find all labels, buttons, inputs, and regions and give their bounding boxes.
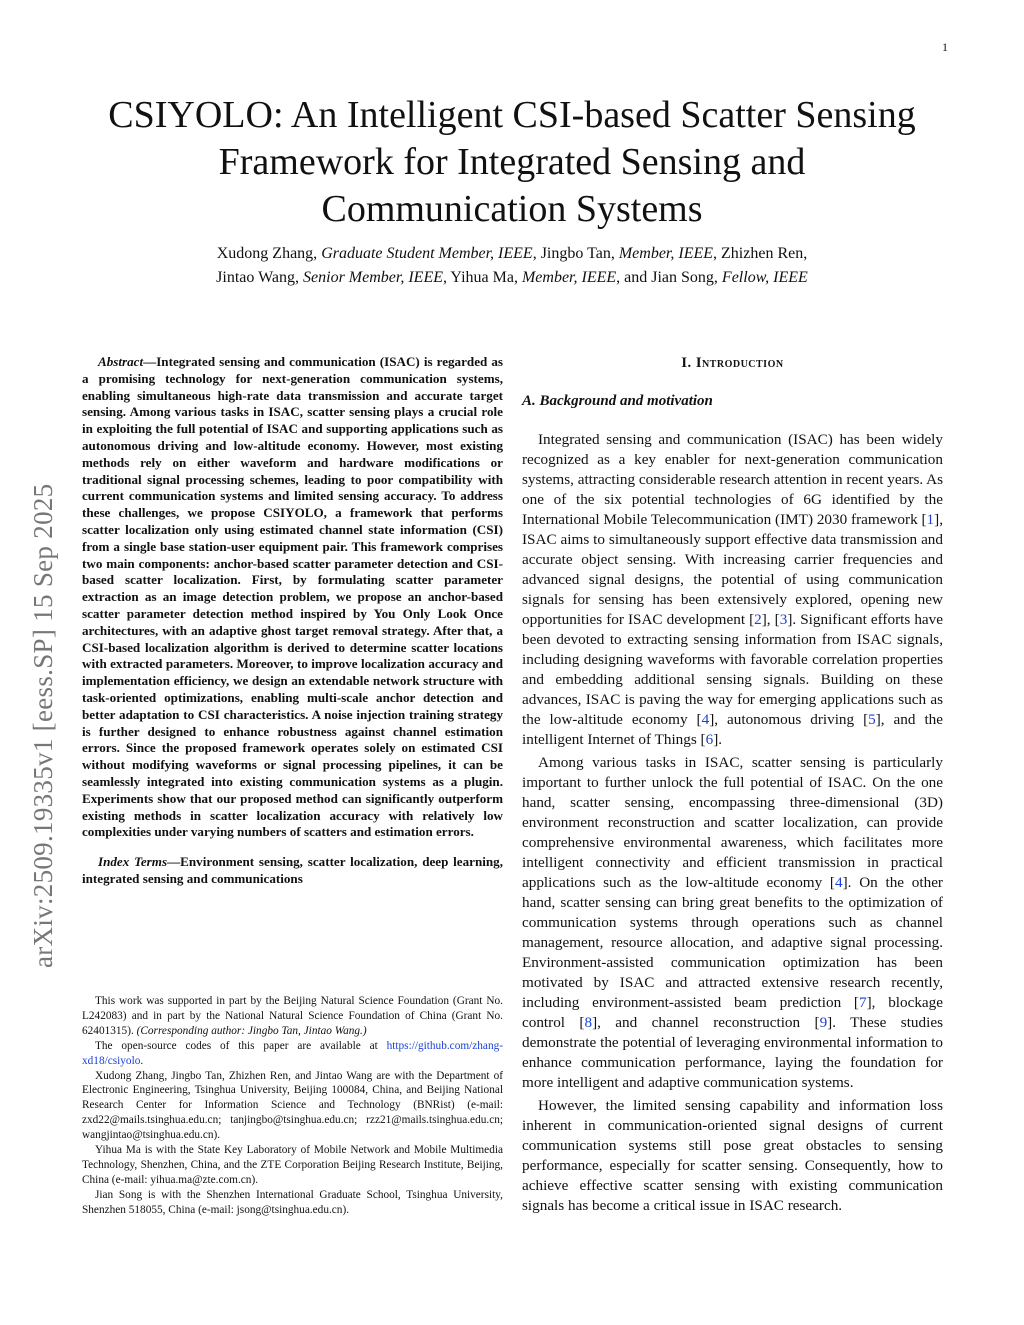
affiliation-footnote: Yihua Ma is with the State Key Laboratory of Mobile Network and Mobile Multimedia Technology, Shenzhen, China, and the ZTE Corporation Beijing Research Institute, Beijing, China (e-mail: yihua.ma@zte.com.cn).	[82, 1144, 503, 1186]
abstract-text: —Integrated sensing and communication (ISAC) is regarded as a promising technology for next-generation communication systems, enabling simultaneous high-rate data transmission and accurate target sensing. Among various tasks in ISAC, scatter sensing plays a crucial role in exploiting the full potential of ISAC and supporting applications such as autonomous driving and low-altitude economy. However, most existing methods rely on either waveform and hardware modifications or traditional signal processing schemes, leading to poor compatibility with current communication systems and limited sensing accuracy. To address these challenges, we propose CSIYOLO, a framework that performs scatter localization only using estimated channel state information (CSI) from a single base station-user equipment pair. This framework comprises two main components: anchor-based scatter parameter detection and CSI-based scatter localization. First, by formulating scatter parameter extraction as an image detection problem, we propose an anchor-based scatter parameter detection method inspired by You Only Look Once architectures, with an adaptive ghost target removal strategy. After that, a CSI-based localization algorithm is derived to determine scatter locations with extracted parameters. Moreover, to improve localization accuracy and implementation efficiency, we design an extendable network structure with task-oriented optimizations, enabling multi-scale anchor detection and better adaptation to CSI characteristics. A noise injection training strategy is further designed to enhance robustness against channel estimation errors. Since the proposed framework operates solely on estimated CSI without modifying waveforms or signal processing pipelines, it can be seamlessly integrated into existing communication systems as a plugin. Experiments show that our proposed method can significantly outperform existing methods in scatter localization accuracy with relatively low complexities under varying numbers of scatters and estimation errors.	[82, 354, 503, 840]
abstract	[82, 354, 503, 841]
citation-link[interactable]: 1	[926, 511, 935, 528]
citation-link[interactable]: 3	[779, 611, 788, 628]
affiliation-footnote: Jian Song is with the Shenzhen International Graduate School, Tsinghua University, Shenzhen 518055, China (e-mail: jsong@tsinghua.edu.cn).	[82, 1188, 503, 1216]
citation-link[interactable]: 4	[701, 711, 710, 728]
paragraph-1	[522, 430, 943, 750]
abstract-lead: Abstract	[98, 354, 144, 369]
paper-title: CSIYOLO: An Intelligent CSI-based Scatter Sensing Framework for Integrated Sensing and Communication Systems	[108, 94, 916, 230]
citation-link[interactable]: 2	[754, 611, 762, 628]
left-column	[82, 354, 503, 888]
text: ], and channel reconstruction [	[592, 1014, 820, 1031]
paragraph-3: However, the limited sensing capability and information loss inherent in communication-oriented signal designs of current communication systems still pose great obstacles to sensing performance, especially for scatter sensing. Consequently, how to achieve effective scatter sensing with existing communication signals has become a critical issue in ISAC research.	[522, 1097, 943, 1214]
funding-footnote	[82, 994, 503, 1039]
code-footnote	[82, 1039, 503, 1069]
author-role: Graduate Student Member, IEEE	[321, 245, 533, 262]
index-terms-lead: Index Terms	[98, 854, 168, 870]
code-text: The open-source codes of this paper are available at	[95, 1039, 387, 1052]
author-name: Xudong Zhang,	[216, 245, 322, 262]
corresponding-author: (Corresponding author: Jingbo Tan, Jintao Wang.)	[136, 1024, 367, 1037]
author-list	[100, 242, 924, 290]
author-name: , and Jian Song,	[616, 269, 722, 286]
code-end: .	[140, 1054, 144, 1067]
section-title: Introduction	[695, 355, 784, 371]
paragraph-2	[522, 753, 943, 1093]
text: ]. These studies demonstrate the potential of leveraging environmental information to enhance communication performance, laying the foundation for more intelligent and adaptive communication systems.	[522, 1014, 943, 1091]
subsection-title: Background and motivation	[539, 393, 713, 409]
page-number: 1	[942, 40, 948, 54]
text: ]. On the other hand, scatter sensing can bring great benefits to the optimization of communication systems through operations such as channel management, resource allocation, and adaptive signal processing. Environment-assisted communication optimization has been motivated by ISAC and attracted extensive research recently, including environment-assisted beam prediction [	[522, 874, 943, 1011]
text: ], ISAC aims to simultaneously support effective data transmission and accurate object sensing. With increasing carrier frequencies and advanced signal designs, the potential of using communication signals for sensing has been extensively explored, opening new opportunities for ISAC development [	[522, 511, 943, 628]
subsection-heading	[522, 392, 943, 410]
index-terms	[82, 854, 503, 888]
text: ], [	[761, 611, 780, 628]
author-name: Jintao Wang,	[216, 269, 304, 286]
text: Integrated sensing and communication (ISAC) has been widely recognized as a key enabler for next-generation communication systems, attracting considerable research attention in recent years. As one of the six potential technologies of 6G identified by the International Mobile Telecommunication (IMT) 2030 framework [	[522, 431, 943, 528]
section-heading	[522, 354, 943, 380]
author-role: Member, IEEE	[618, 245, 714, 262]
affiliation-footnote: Xudong Zhang, Jingbo Tan, Zhizhen Ren, and Jintao Wang are with the Department of Electronic Engineering, Tsinghua University, Beijing 100084, China, and Beijing National Research Center for Information Science and Technology (BNRist) (e-mail: zxd22@mails.tsinghua.edu.cn; tanjingbo@tsinghua.edu.cn; rzz21@mails.tsinghua.edu.cn; wangjintao@tsinghua.edu.cn).	[82, 1069, 503, 1142]
right-column	[522, 354, 943, 1216]
footnotes	[82, 994, 503, 1218]
author-name: , Zhizhen Ren,	[713, 245, 808, 262]
text: ]. Significant efforts have been devoted to extracting sensing information from ISAC signals, including designing waveforms with favorable correlation properties and embedding additional sensing signals. Building on these advances, ISAC is paving the way for emerging applications such as the low-altitude economy [	[522, 611, 943, 728]
code-link[interactable]: https://github.com/zhang-xd18/csiyolo	[82, 1039, 503, 1067]
text: ], and the intelligent Internet of Things [	[522, 711, 944, 748]
text: ], autonomous driving [	[709, 711, 869, 728]
subsection-label: A.	[522, 393, 536, 409]
text: ], blockage control [	[522, 994, 944, 1031]
citation-link[interactable]: 4	[835, 874, 843, 891]
author-line-2	[100, 266, 924, 290]
index-terms-text: —Environment sensing, scatter localization, deep learning, integrated sensing and communications	[82, 854, 504, 886]
citation-link[interactable]: 6	[705, 731, 714, 748]
citation-link[interactable]: 9	[819, 1014, 828, 1031]
author-role: Fellow, IEEE	[721, 269, 808, 286]
author-name: , Jingbo Tan,	[532, 245, 619, 262]
citation-link[interactable]: 7	[858, 994, 867, 1011]
text: ].	[713, 731, 723, 748]
author-line-1	[100, 242, 924, 266]
text: Among various tasks in ISAC, scatter sensing is particularly important to further unlock the full potential of ISAC. On the one hand, scatter sensing, encompassing three-dimensional (3D) environment reconstruction and scatter localization, can provide comprehensive environmental awareness, which facilitates more intelligent connectivity and efficient transmission in practical applications such as the low-altitude economy [	[522, 754, 943, 891]
author-role: Senior Member, IEEE	[303, 269, 443, 286]
citation-link[interactable]: 5	[868, 711, 876, 728]
author-name: , Yihua Ma,	[443, 269, 522, 286]
author-role: Member, IEEE	[521, 269, 617, 286]
citation-link[interactable]: 8	[584, 1014, 593, 1031]
arxiv-identifier: arXiv:2509.19335v1 [eess.SP] 15 Sep 2025	[28, 483, 58, 968]
funding-text: This work was supported in part by the Beijing Natural Science Foundation (Grant No. L242083) and in part by the National Natural Science Foundation of China (Grant No. 62401315).	[82, 995, 503, 1037]
section-number: I.	[681, 355, 692, 371]
